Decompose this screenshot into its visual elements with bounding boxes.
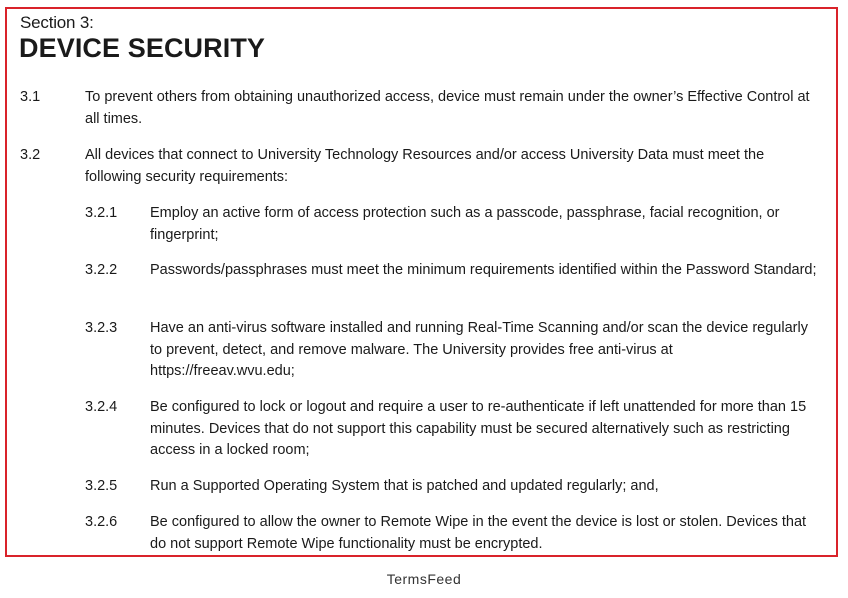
subclause-number: 3.2.2 bbox=[85, 262, 118, 278]
subclause-text: Have an anti-virus software installed and running Real-Time Scanning and/or scan the device regularly to prevent, detect, and remove malware. The University provides free anti-virus at https://freeav.wvu.edu; bbox=[150, 320, 808, 379]
clause-number: 3.1 bbox=[20, 89, 41, 105]
subclause-number: 3.2.3 bbox=[85, 320, 118, 336]
subclause-text: Passwords/passphrases must meet the minimum requirements identified within the Password Standard; bbox=[150, 262, 817, 278]
subclause-number: 3.2.6 bbox=[85, 514, 118, 530]
subclause-number: 3.2.5 bbox=[85, 478, 118, 494]
section-label: Section 3: bbox=[20, 13, 94, 32]
subclause-text: Be configured to allow the owner to Remote Wipe in the event the device is lost or stolen. Devices that do not support Remote Wipe functionality must be encrypted. bbox=[150, 514, 807, 552]
clause-text: All devices that connect to University Technology Resources and/or access University Data must meet the following security requirements: bbox=[85, 147, 765, 185]
subclause-text: Employ an active form of access protection such as a passcode, passphrase, facial recognition, or fingerprint; bbox=[150, 205, 780, 243]
document-frame bbox=[5, 7, 838, 557]
subclause-text: Run a Supported Operating System that is patched and updated regularly; and, bbox=[150, 478, 659, 494]
footer-brand: TermsFeed bbox=[386, 571, 462, 587]
section-title: DEVICE SECURITY bbox=[19, 33, 266, 63]
subclause-number: 3.2.1 bbox=[85, 205, 118, 221]
subclause-text: Be configured to lock or logout and require a user to re-authenticate if left unattended for more than 15 minutes. Devices that do not support this capability must be secured alternatively such as restricting access in a locked room; bbox=[150, 399, 807, 458]
clause-number: 3.2 bbox=[20, 147, 41, 163]
clause-text: To prevent others from obtaining unauthorized access, device must remain under the owner’s Effective Control at all times. bbox=[85, 89, 810, 127]
subclause-number: 3.2.4 bbox=[85, 399, 118, 415]
